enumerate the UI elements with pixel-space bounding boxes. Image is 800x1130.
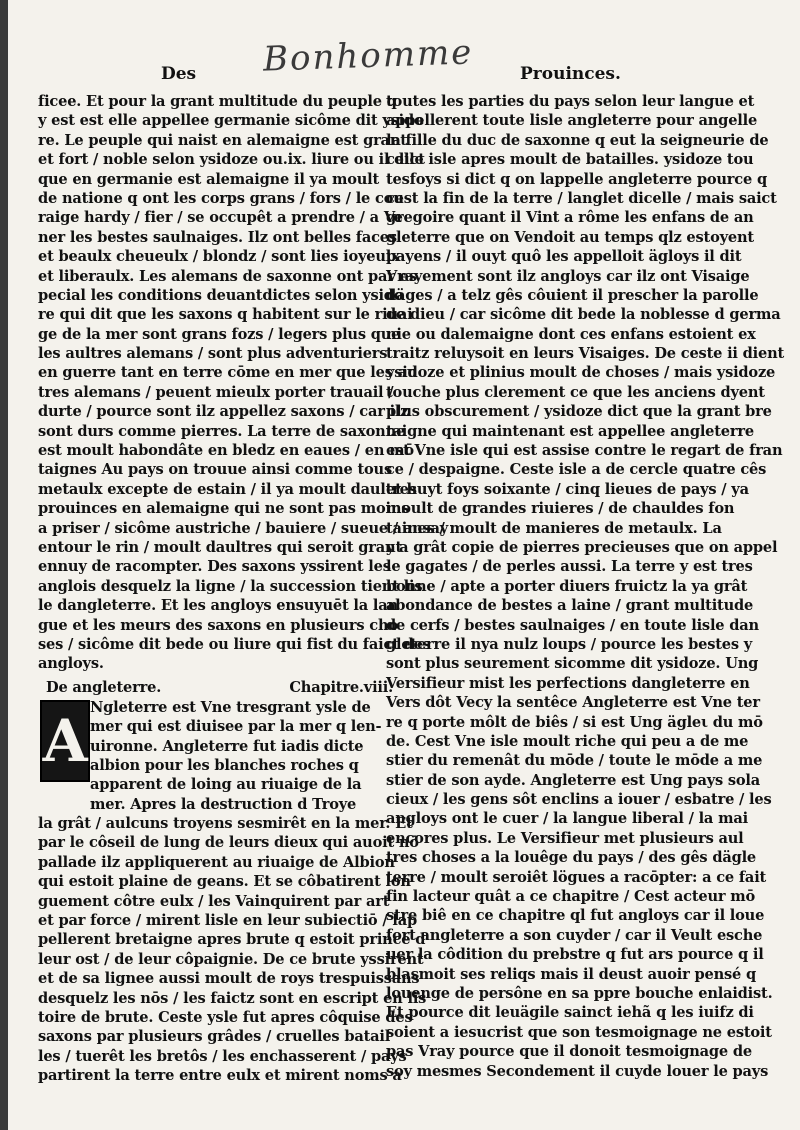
- text-line: angloys.: [38, 655, 104, 673]
- text-line: tesfoys si dict q on lappelle angleterre pource q: [386, 170, 767, 188]
- text-line: uer la côdition du prebstre q fut ars pource q il: [386, 946, 764, 964]
- text-line: nie ou dalemaigne dont ces enfans estoient ex: [386, 325, 756, 343]
- text-line: tres choses a la louêge du pays / des gês dägle: [386, 849, 757, 867]
- text-line: re qui dit que les saxons q habitent sur le riuai: [38, 306, 413, 324]
- chapter-title: De angleterre.: [46, 678, 162, 696]
- text-line: ennuy de racompter. Des saxons yssirent les: [38, 558, 391, 576]
- text-line: stre biê en ce chapitre ql fut angloys car il loue: [386, 907, 765, 925]
- text-line: guement côtre eulx / les Vainquirent par art: [38, 892, 390, 910]
- text-line: anglois desquelz la ligne / la succession tient lis: [38, 577, 423, 595]
- text-line: mer. Apres la destruction d Troye: [90, 795, 357, 813]
- text-line: taignes Au pays on trouue ainsi comme tous: [38, 461, 392, 479]
- text-line: sont plus seurement sicomme dit ysidoze. Ung: [386, 655, 759, 673]
- text-line: ner les bestes saulnaiges. Ilz ont belles faces: [38, 228, 397, 246]
- text-line: re. Le peuple qui naist en alemaigne est grant: [38, 131, 407, 149]
- text-line: gleterre que on Vendoit au temps qlz estoyent: [386, 228, 754, 246]
- text-line: le dangleterre. Et les angloys ensuyuēt la lan: [38, 597, 398, 615]
- running-head-left: Des: [161, 64, 197, 84]
- text-line: ysidoze et plinius moult de choses / mais ysidoze: [386, 364, 776, 382]
- text-line: moult de grandes riuieres / de chauldes fon: [386, 500, 735, 518]
- text-line: et de sa lignee aussi moult de roys trespuissans: [38, 970, 420, 988]
- chapter-number: Chapitre.viii.: [289, 678, 393, 696]
- text-line: plus obscurement / ysidoze dict que la grant bre: [386, 403, 772, 421]
- text-line: Et pource dit leuägile sainct iehã q les iuifz di: [386, 1004, 754, 1022]
- text-line: pallade ilz appliquerent au riuaige de Albion: [38, 853, 395, 871]
- text-line: y a grât copie de pierres precieuses que on appel: [386, 538, 778, 556]
- right-column: [386, 92, 785, 1081]
- text-line: encores plus. Le Versifieur met plusieurs aul: [386, 829, 744, 847]
- text-line: ficee. Et pour la grant multitude du peuple q: [38, 93, 397, 110]
- text-line: et fort / noble selon ysidoze ou.ix. liure ou il dict: [38, 151, 425, 169]
- text-line: durte / pource sont ilz appellez saxons / car ilz: [38, 403, 409, 421]
- text-line: de natione q ont les corps grans / fors / le cou: [38, 189, 404, 207]
- text-line: qui estoit plaine de geans. Et se côbatirent lon: [38, 873, 411, 891]
- chapter-heading: [38, 678, 393, 698]
- text-line: apparent de loing au riuaige de la: [90, 776, 362, 794]
- text-line: en guerre tant en terre cōme en mer que les au: [38, 364, 418, 382]
- text-line: par le côseil de lung de leurs dieux qui auoit nō: [38, 834, 419, 852]
- text-line: fort angleterre a son cuyder / car il Veult esche: [386, 926, 763, 944]
- text-line: partirent la terre entre eulx et mirent noms a: [38, 1067, 402, 1085]
- text-line: re q porte môlt de biês / si est Ung ägleι du mō: [386, 713, 763, 731]
- handwritten-signature: Bonhomme: [262, 32, 474, 80]
- text-line: uironne. Angleterre fut iadis dicte: [90, 737, 364, 755]
- text-line: blasmoit ses reliqs mais il deust auoir pensé q: [386, 965, 756, 983]
- text-line: et beaulx cheueulx / blondz / sont lies ioyeulx: [38, 248, 400, 266]
- text-line: pellerent bretaigne apres brute q estoit prince d: [38, 931, 426, 949]
- text-line: Vrayement sont ilz angloys car ilz ont Visaige: [386, 267, 750, 285]
- text-line: soy mesmes Secondement il cuyde louer le pays: [386, 1062, 769, 1080]
- text-line: terre / moult seroiêt lögues a racōpter: a ce fait: [386, 868, 767, 886]
- text-line: prouinces en alemaigne qui ne sont pas moins: [38, 500, 410, 518]
- text-line: cest la fin de la terre / langlet dicelle / mais saict: [386, 189, 777, 207]
- text-line: cieux / les gens sôt enclins a iouer / esbatre / les: [386, 791, 772, 809]
- text-line: saxons par plusieurs grâdes / cruelles batail: [38, 1028, 391, 1046]
- text-line: est Vne isle qui est assise contre le regart de fran: [386, 442, 783, 460]
- text-line: tres alemans / peuent mieulx porter trauail /: [38, 383, 394, 401]
- text-line: appellerent toute lisle angleterre pour angelle: [386, 112, 758, 130]
- text-line: desquelz les nōs / les faictz sont en escript en lis: [38, 989, 427, 1007]
- text-line: angloys ont le cuer / la langue liberal / la mai: [386, 810, 748, 828]
- text-line: la grât / aulcuns troyens sesmirêt en la mer. Et: [38, 815, 413, 833]
- text-line: soient a iesucrist que son tesmoignage ne estoit: [386, 1023, 772, 1041]
- text-line: traitz reluysoit en leurs Visaiges. De ceste ii dient: [386, 345, 785, 363]
- text-line: louenge de persône en sa ppre bouche enlaidist.: [386, 984, 773, 1002]
- text-line: däges / a telz gês côuient il prescher la parolle: [386, 286, 759, 304]
- left-column: [38, 92, 449, 1086]
- drop-cap-initial: A: [40, 700, 90, 782]
- text-line: les aultres alemans / sont plus adventuriers: [38, 345, 388, 363]
- text-line: et par force / mirent lisle en leur subiectiō / lap: [38, 912, 417, 930]
- text-line: Vers dôt Vecy la sentêce Angleterre est Vne ter: [386, 694, 760, 712]
- text-line: celle isle apres moult de batailles. ysidoze tou: [386, 151, 754, 169]
- text-line: fin lacteur quât a ce chapitre / Cest acteur mō: [386, 888, 756, 906]
- text-line: est moult habondâte en bledz en eaues / en mō: [38, 442, 414, 460]
- text-line: pecial les conditions deuantdictes selon ysido: [38, 286, 404, 304]
- text-line: taines / moult de manieres de metaulx. La: [386, 519, 722, 537]
- text-line: metaulx excepte de estain / il ya moult daultres: [38, 480, 417, 498]
- book-page: [8, 0, 800, 1130]
- text-line: albion pour les blanches roches q: [90, 756, 359, 774]
- text-line: le gagates / de perles aussi. La terre y est tres: [386, 558, 753, 576]
- text-line: toutes les parties du pays selon leur langue et: [386, 93, 755, 110]
- running-head-right: Prouinces.: [520, 64, 621, 84]
- text-line: y est est elle appellee germanie sicôme dit ysido: [38, 112, 424, 130]
- text-line: les / tuerêt les bretôs / les enchasserent / pays: [38, 1047, 407, 1065]
- text-line: entour le rin / moult daultres qui seroit grant: [38, 538, 403, 556]
- text-line: raige hardy / fier / se occupêt a prendre / a Ve: [38, 209, 403, 227]
- text-line: taigne qui maintenant est appellee angleterre: [386, 422, 754, 440]
- page-edge: [0, 0, 8, 1130]
- text-line: toire de brute. Ceste ysle fut apres côquise des: [38, 1008, 413, 1026]
- text-line: gue et les meurs des saxons en plusieurs cho: [38, 616, 398, 634]
- text-line: abondance de bestes a laine / grant multitude: [386, 597, 754, 615]
- text-line: ce / despaigne. Ceste isle a de cercle quatre cês: [386, 461, 767, 479]
- text-line: et huyt foys soixante / cinq lieues de pays / ya: [386, 480, 749, 498]
- text-line: a priser / sicôme austriche / bauiere / sueue / ansay: [38, 519, 449, 537]
- text-line: la fille du duc de saxonne q eut la seigneurie de: [386, 131, 769, 149]
- text-line: bonne / apte a porter diuers fruictz la ya grât: [386, 577, 748, 595]
- text-line: de cerfs / bestes saulnaiges / en toute lisle dan: [386, 616, 759, 634]
- text-line: de dieu / car sicôme dit bede la noblesse d germa: [386, 306, 781, 324]
- text-line: ge de la mer sont grans fozs / legers plus que: [38, 325, 401, 343]
- text-line: Ngleterre est Vne tresgrant ysle de: [90, 698, 371, 716]
- text-line: payens / il ouyt quô les appelloit ägloys il dit: [386, 248, 742, 266]
- text-line: Versifieur mist les perfections dangleterre en: [386, 674, 750, 692]
- text-line: que en germanie est alemaigne il ya moult: [38, 170, 380, 188]
- text-line: stier du remenât du mōde / toute le mōde a me: [386, 752, 763, 770]
- text-line: sont durs comme pierres. La terre de saxonne: [38, 422, 406, 440]
- text-line: stier de son ayde. Angleterre est Ung pays sola: [386, 771, 761, 789]
- text-line: ses / sicôme dit bede ou liure qui fist du faict des: [38, 635, 431, 653]
- text-line: gregoire quant il Vint a rôme les enfans de an: [386, 209, 754, 227]
- text-line: de. Cest Vne isle moult riche qui peu a de me: [386, 732, 749, 750]
- text-line: mer qui est diuisee par la mer q len-: [90, 718, 382, 736]
- text-line: pas Vray pource que il donoit tesmoignage de: [386, 1043, 752, 1061]
- text-line: touche plus clerement ce que les anciens dyent: [386, 383, 765, 401]
- text-line: leur ost / de leur côpaignie. De ce brute yssirent: [38, 950, 424, 968]
- text-line: et liberaulx. Les alemans de saxonne ont par es: [38, 267, 417, 285]
- text-line: gleterre il nya nulz loups / pource les bestes y: [386, 635, 753, 653]
- drop-cap-block: [38, 698, 393, 814]
